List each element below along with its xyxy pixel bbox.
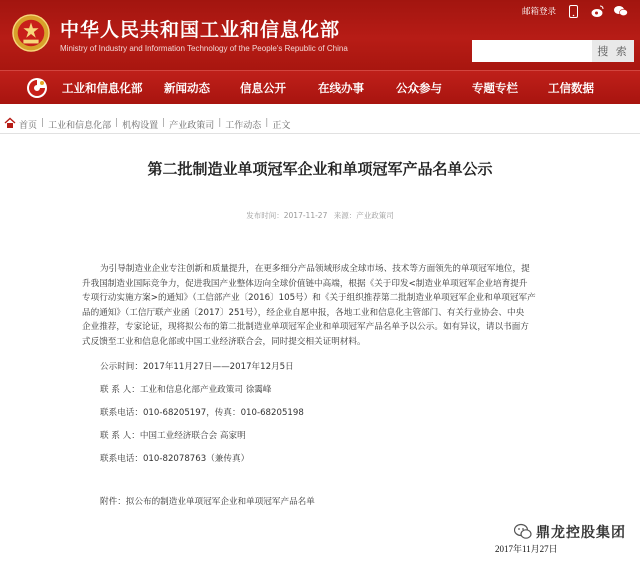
- nav-item-public-participation[interactable]: 公众参与: [396, 81, 442, 95]
- breadcrumb-separator: |: [115, 118, 119, 128]
- breadcrumb-miit[interactable]: 工业和信息化部: [48, 121, 112, 131]
- site-title[interactable]: 中华人民共和国工业和信息化部: [60, 19, 341, 41]
- watermark: [514, 522, 626, 542]
- breadcrumb: [0, 114, 640, 134]
- paragraph-line: 式反馈至工业和信息化部或中国工业经济联合会，同时提交相关证明材料。: [82, 336, 366, 347]
- mail-login-link[interactable]: 邮箱登录: [521, 7, 556, 17]
- attachment-link[interactable]: 附件：拟公布的制造业单项冠军企业和单项冠军产品名单: [100, 497, 315, 507]
- weibo-icon[interactable]: [590, 4, 604, 18]
- national-emblem-icon: [12, 14, 50, 52]
- nav-item-topics[interactable]: 专题专栏: [472, 81, 518, 95]
- breadcrumb-work-news[interactable]: 工作动态: [225, 121, 262, 131]
- top-links: [522, 4, 628, 18]
- phone-icon[interactable]: [566, 4, 580, 18]
- watermark-text: 鼎龙控股集团: [536, 525, 626, 541]
- breadcrumb-industry-policy[interactable]: 产业政策司: [169, 121, 215, 131]
- breadcrumb-separator: |: [265, 118, 269, 128]
- nav-item-online-service[interactable]: 在线办事: [318, 81, 364, 95]
- breadcrumb-organization[interactable]: 机构设置: [122, 121, 159, 131]
- breadcrumb-current: 正文: [272, 121, 291, 131]
- main-nav: [0, 70, 640, 104]
- home-icon[interactable]: [4, 117, 16, 129]
- breadcrumb-separator: |: [162, 118, 166, 128]
- miit-logo-icon: [26, 77, 48, 99]
- paragraph-line: 专项行动实施方案>的通知》（工信部产业〔2016〕105号）和《关于组织推荐第二批制造业单项冠军企业和单项冠军产: [82, 293, 536, 303]
- search-input[interactable]: [472, 40, 592, 62]
- paragraph-line: 为引导制造业企业专注创新和质量提升，在更多细分产品领域形成全球市场、技术等方面领先的单项冠军地位，提: [100, 264, 530, 274]
- article-title: 第二批制造业单项冠军企业和单项冠军产品名单公示: [147, 160, 493, 178]
- contact-phone-2: 联系电话：010-82078763（兼传真）: [100, 454, 250, 464]
- paragraph-line: 企业推荐，专家论证，现将拟公布的第二批制造业单项冠军企业和单项冠军产品名单予以公示。如有异议，请以书面方: [82, 322, 529, 332]
- notice-period: 公示时间：2017年11月27日——2017年12月5日: [100, 362, 294, 372]
- publish-date: 发布时间：2017-11-27: [246, 211, 328, 220]
- article-meta: [0, 210, 640, 221]
- breadcrumb-separator: |: [41, 118, 45, 128]
- divider: [0, 133, 640, 134]
- paragraph-line: 升我国制造业国际竞争力，促进我国产业整体迈向全球价值链中高端，根据《关于印发<制造业单项冠军企业培育提升: [82, 278, 528, 289]
- article-source: 来源：产业政策司: [333, 211, 394, 220]
- nav-item-data[interactable]: 工信数据: [548, 81, 594, 95]
- nav-item-miit[interactable]: 工业和信息化部: [62, 81, 143, 95]
- search-button[interactable]: 搜 索: [592, 40, 634, 62]
- nav-item-news[interactable]: 新闻动态: [164, 81, 210, 95]
- watermark-date: 2017年11月27日: [495, 544, 558, 554]
- article-body: [82, 262, 582, 349]
- wechat-icon: [514, 523, 532, 541]
- contact-person-1: 联 系 人：工业和信息化部产业政策司 徐霭峰: [100, 385, 272, 395]
- site-search: [472, 40, 634, 62]
- paragraph-line: 品的通知》（工信厅联产业函〔2017〕251号），经企业自愿申报，各地工业和信息化主管部门、有关行业协会、中央: [82, 307, 525, 318]
- wechat-icon[interactable]: [614, 4, 628, 18]
- contact-person-2: 联 系 人：中国工业经济联合会 高家明: [100, 431, 246, 441]
- site-title-english: Ministry of Industry and Information Technology of the People's Republic of China: [60, 44, 348, 53]
- breadcrumb-home[interactable]: 首页: [19, 121, 38, 131]
- site-header: [0, 0, 640, 70]
- nav-item-info-public[interactable]: 信息公开: [240, 81, 286, 95]
- contact-phone-1: 联系电话：010-68205197，传真：010-68205198: [100, 408, 304, 418]
- breadcrumb-separator: |: [218, 118, 222, 128]
